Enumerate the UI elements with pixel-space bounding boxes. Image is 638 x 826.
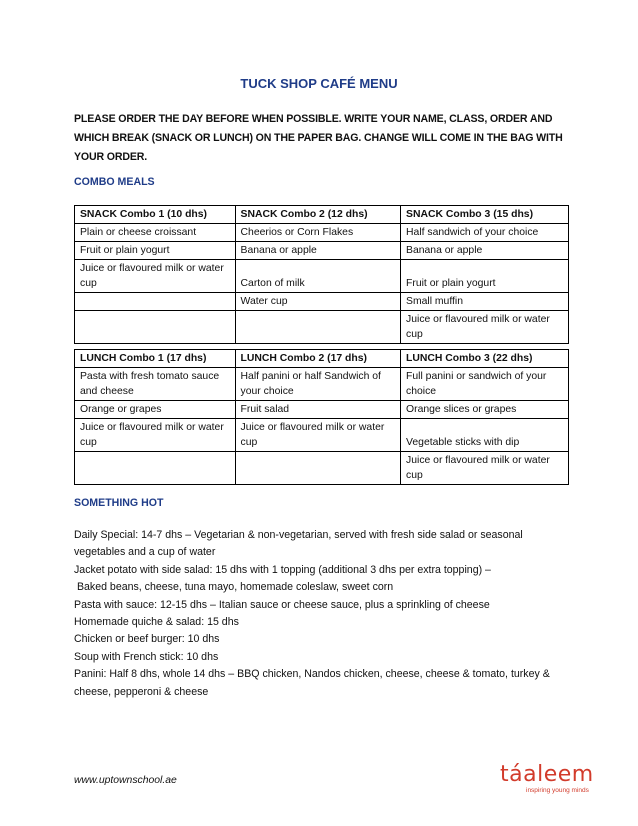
table-cell: Fruit salad — [235, 401, 400, 419]
hot-item: Baked beans, cheese, tuna mayo, homemade coleslaw, sweet corn — [74, 581, 394, 594]
table-cell — [235, 452, 400, 485]
table-cell: Fruit or plain yogurt — [75, 242, 236, 260]
table-row — [75, 452, 569, 485]
snack-combo-header: SNACK Combo 1 (10 dhs) — [75, 206, 236, 224]
table-row — [75, 293, 569, 311]
table-cell: Half sandwich of your choice — [401, 224, 569, 242]
table-cell — [235, 311, 400, 344]
hot-item: Panini: Half 8 dhs, whole 14 dhs – BBQ chicken, Nandos chicken, cheese, cheese & tomato, turkey & cheese, pepperoni & cheese — [74, 668, 550, 698]
table-cell: Plain or cheese croissant — [75, 224, 236, 242]
snack-combo-header: SNACK Combo 3 (15 dhs) — [401, 206, 569, 224]
table-cell: Fruit or plain yogurt — [401, 260, 569, 293]
table-row — [75, 368, 569, 401]
taaleem-logo — [500, 764, 610, 800]
table-cell: Banana or apple — [235, 242, 400, 260]
table-cell: Juice or flavoured milk or water cup — [235, 419, 400, 452]
table-cell: Half panini or half Sandwich of your choice — [235, 368, 400, 401]
table-cell: Full panini or sandwich of your choice — [401, 368, 569, 401]
table-row — [75, 242, 569, 260]
hot-item: Soup with French stick: 10 dhs — [74, 650, 219, 663]
table-cell: Juice or flavoured milk or water cup — [401, 311, 569, 344]
snack-header-row — [75, 206, 569, 224]
snack-combo-header: SNACK Combo 2 (12 dhs) — [235, 206, 400, 224]
table-cell: Banana or apple — [401, 242, 569, 260]
table-cell: Carton of milk — [235, 260, 400, 293]
table-row — [75, 419, 569, 452]
lunch-combo-header: LUNCH Combo 2 (17 dhs) — [235, 350, 400, 368]
lunch-combo-table — [74, 349, 569, 485]
something-hot-heading: SOMETHING HOT — [74, 497, 164, 509]
page-title: TUCK SHOP CAFÉ MENU — [240, 76, 398, 91]
table-cell: Vegetable sticks with dip — [401, 419, 569, 452]
combo-meals-heading: COMBO MEALS — [74, 176, 155, 188]
table-row — [75, 401, 569, 419]
hot-item: Chicken or beef burger: 10 dhs — [74, 633, 220, 646]
logo-wordmark: táaleem — [500, 762, 594, 787]
hot-item: Daily Special: 14-7 dhs – Vegetarian & non-vegetarian, served with fresh side salad or seasonal vegetables and a cup of water — [74, 529, 523, 559]
table-cell: Juice or flavoured milk or water cup — [401, 452, 569, 485]
table-cell: Small muffin — [401, 293, 569, 311]
table-cell: Water cup — [235, 293, 400, 311]
table-cell: Orange slices or grapes — [401, 401, 569, 419]
table-cell: Juice or flavoured milk or water cup — [75, 419, 236, 452]
logo-tagline: inspiring young minds — [526, 787, 589, 794]
lunch-combo-header: LUNCH Combo 3 (22 dhs) — [401, 350, 569, 368]
table-cell: Pasta with fresh tomato sauce and cheese — [75, 368, 236, 401]
snack-combo-table — [74, 205, 569, 344]
order-instructions: PLEASE ORDER THE DAY BEFORE WHEN POSSIBLE. WRITE YOUR NAME, CLASS, ORDER AND WHICH BREAK (SNACK OR LUNCH) ON THE PAPER BAG. CHANGE WILL COME IN THE BAG WITH YOUR ORDER. — [74, 113, 563, 163]
table-cell: Cheerios or Corn Flakes — [235, 224, 400, 242]
table-row — [75, 260, 569, 293]
hot-food-list — [74, 527, 574, 701]
hot-item: Jacket potato with side salad: 15 dhs with 1 topping (additional 3 dhs per extra topping) – — [74, 563, 491, 576]
table-cell — [75, 311, 236, 344]
table-row — [75, 224, 569, 242]
table-cell: Orange or grapes — [75, 401, 236, 419]
lunch-header-row — [75, 350, 569, 368]
table-cell: Juice or flavoured milk or water cup — [75, 260, 236, 293]
school-website-link[interactable]: www.uptownschool.ae — [74, 775, 177, 786]
table-cell — [75, 452, 236, 485]
table-cell — [75, 293, 236, 311]
hot-item: Homemade quiche & salad: 15 dhs — [74, 616, 239, 629]
lunch-combo-header: LUNCH Combo 1 (17 dhs) — [75, 350, 236, 368]
hot-item: Pasta with sauce: 12-15 dhs – Italian sauce or cheese sauce, plus a sprinkling of cheese — [74, 598, 490, 611]
table-row — [75, 311, 569, 344]
